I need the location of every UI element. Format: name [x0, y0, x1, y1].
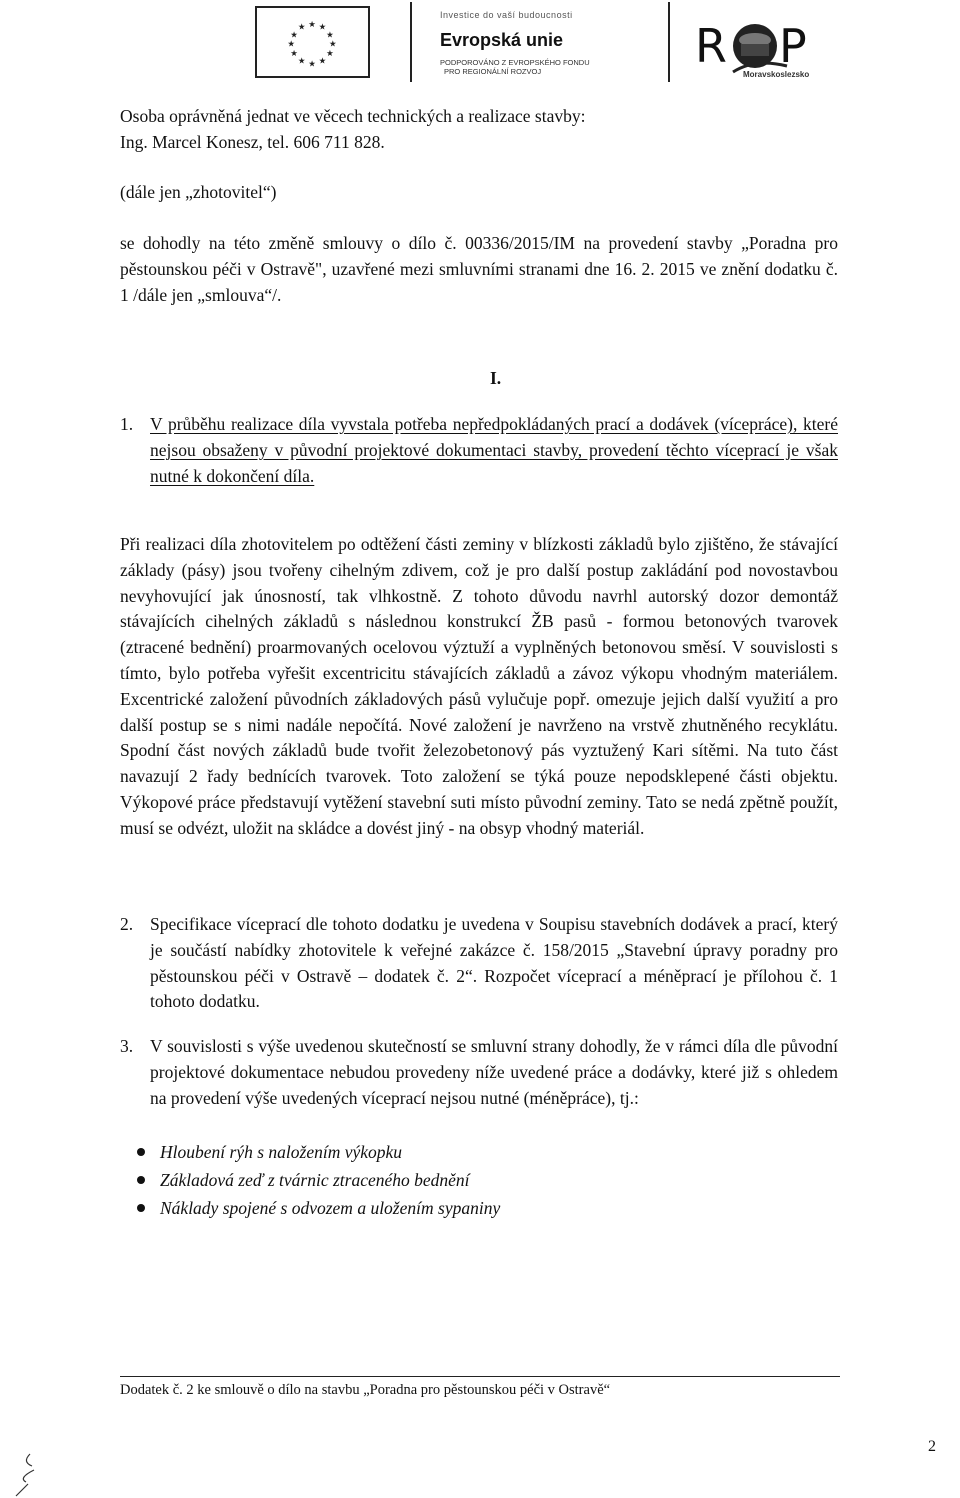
svg-text:★: ★ — [318, 56, 327, 67]
authorized-person-line-1: Osoba oprávněná jednat ve věcech technických a realizace stavby: — [120, 106, 586, 126]
list-number-3: 3. — [120, 1036, 134, 1056]
svg-text:★: ★ — [318, 22, 327, 33]
list-item-1-text: V průběhu realizace díla vyvstala potřeba nepředpokládaných prací a dodávek (vícepráce), které nejsou obsaženy v původní projektové dokumentaci stavby, provedení těchto víceprací je však nutné k dokončení díla. — [150, 414, 838, 486]
bullet-icon — [137, 1148, 145, 1156]
eu-subtitle — [440, 58, 590, 76]
svg-text:★: ★ — [290, 30, 298, 41]
eu-subtitle-line-2: PRO REGIONÁLNÍ ROZVOJ — [444, 67, 542, 76]
svg-text:★: ★ — [326, 49, 334, 60]
eu-title: Evropská unie — [440, 30, 564, 50]
bullet-text: Základová zeď z tvárnic ztraceného bednění — [160, 1170, 470, 1190]
list-item-3-text: V souvislosti s výše uvedenou skutečností se smluvní strany dohodly, že v rámci díla dle původní projektové dokumentace nebudou provedeny níže uvedené práce a dodávky, které již s ohledem na provedení výše uvedených víceprací nejsou nutné (méněpráce), tj.: — [150, 1036, 838, 1108]
header-divider-right — [668, 2, 670, 82]
svg-text:★: ★ — [308, 59, 316, 70]
agreement-paragraph: se dohodly na této změně smlouvy o dílo č. 00336/2015/IM na provedení stavby „Poradna pro pěstounskou péči v Ostravě", uzavřené mezi smluvními stranami dne 16. 2. 2015 ve znění dodatku č. 1 /dále jen „smlouva“/. — [120, 233, 838, 305]
svg-text:★: ★ — [326, 30, 334, 41]
bullet-item — [160, 1166, 500, 1194]
list-number-2: 2. — [120, 914, 134, 934]
section-heading: I. — [490, 368, 502, 388]
svg-text:★: ★ — [290, 49, 298, 60]
eu-slogan: Investice do vaší budoucnosti — [440, 10, 573, 20]
authorized-person — [120, 104, 840, 156]
list-item-2 — [120, 912, 838, 1015]
bullet-item — [160, 1138, 500, 1166]
header-divider — [410, 2, 412, 82]
authorized-person-line-2: Ing. Marcel Konesz, tel. 606 711 828. — [120, 131, 385, 152]
contractor-definition: (dále jen „zhotovitel“) — [120, 182, 277, 202]
list-number-1: 1. — [120, 414, 134, 434]
page-number: 2 — [928, 1438, 936, 1455]
list-item-3 — [120, 1034, 838, 1111]
eu-subtitle-line-1: PODPOROVÁNO Z EVROPSKÉHO FONDU — [440, 58, 590, 67]
list-item-1 — [120, 412, 838, 489]
initials-signature — [12, 1452, 42, 1498]
footer-divider — [120, 1376, 840, 1377]
bullet-text: Hloubení rýh s naložením výkopku — [160, 1142, 403, 1162]
eu-flag-logo — [255, 6, 370, 78]
svg-text:★: ★ — [308, 19, 316, 30]
bullet-list — [160, 1138, 500, 1222]
bullet-icon — [137, 1204, 145, 1212]
svg-text:★: ★ — [287, 39, 296, 50]
footer-text: Dodatek č. 2 ke smlouvě o dílo na stavbu „Poradna pro pěstounskou péči v Ostravě“ — [120, 1382, 611, 1398]
eu-stars-icon — [257, 8, 368, 76]
svg-text:★: ★ — [297, 56, 306, 67]
bullet-icon — [137, 1176, 145, 1184]
list-item-2-text: Specifikace víceprací dle tohoto dodatku je uvedena v Soupisu stavebních dodávek a prací, který je součástí nabídky zhotovitele k veřejné zakázce č. 158/2015 „Stavební úpravy poradny pro pěstounskou péči v Ostravě – dodatek č. 2“. Rozpočet víceprací a méněprací je přílohou č. 1 tohoto dodatku. — [150, 914, 838, 1012]
svg-text:R: R — [695, 19, 727, 73]
body-paragraph: Při realizaci díla zhotovitelem po odtěžení části zeminy v blízkosti základů bylo zjištěno, že stávající základy (pásy) jsou tvořeny cihelným zdivem, což je pro další postup zakládání pod novostavbou nevyhovující jak únosností, tak vlhkostně. Z tohoto důvodu navrhl autorský dozor demontáž stávajících cihelných základů s následnou konstrukcí ŽB pasů - formou betonových tvarovek (ztracené bednění) proarmovaných ocelovou výztuží a vyplněných betonovou směsí. V souvislosti s tímto, bylo potřeba vyřešit excentricitu stávajících základů a závoz výkopu vhodným materiálem. Excentrické založení původních základových pásů vylučuje popř. omezuje jejich další využití a pro další postup se s nimi nadále nepočítá. Nové založení je navrženo na vrstvě zhutněného recyklátu. Spodní část nových základů bude tvořit železobetonový pás vyztužený Kari sítěmi. Na tuto část navazují 2 řady bednících tvarovek. Toto založení se týká pouze nepodsklepené části objektu. Výkopové práce představují vytěžení stavební suti místo původní zeminy. Tato se nedá zpětně použít, musí se odvézt, uložit na skládce a dovést jiný - na obsyp vhodný materiál. — [120, 534, 838, 838]
rop-caption: Moravskoslezsko — [743, 70, 810, 79]
bullet-text: Náklady spojené s odvozem a uložením sypaniny — [160, 1198, 501, 1218]
svg-text:P: P — [779, 19, 807, 73]
svg-text:★: ★ — [297, 22, 306, 33]
svg-text:★: ★ — [328, 39, 337, 50]
bullet-item — [160, 1194, 500, 1222]
